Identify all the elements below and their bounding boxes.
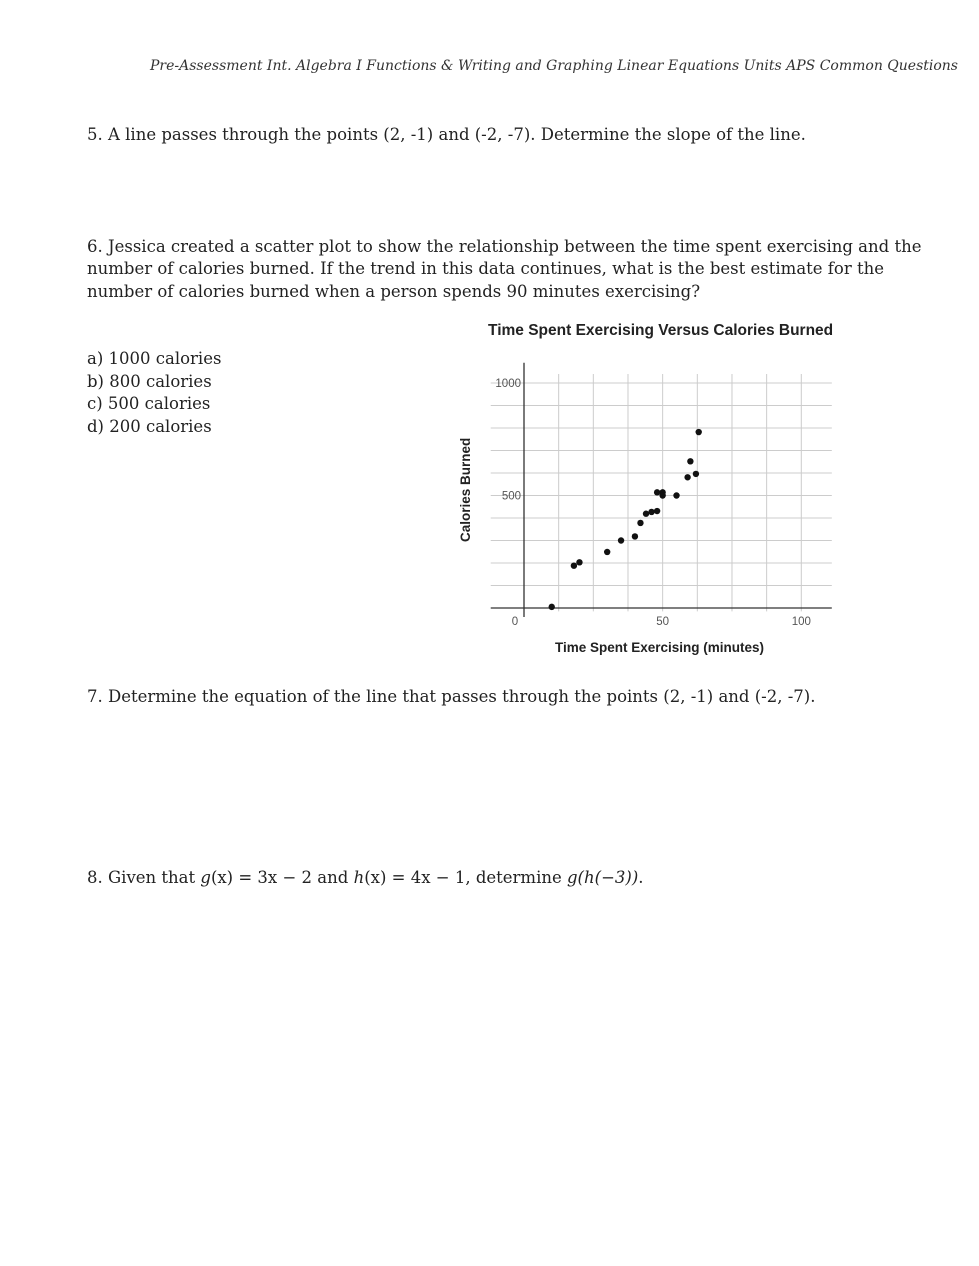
question-6-line-3: number of calories burned when a person spends 90 minutes exercising? [87,282,701,301]
data-point [648,509,654,515]
page-header: Pre-Assessment Int. Algebra I Functions & Writing and Graphing Linear Equations Units APS Common Questions [150,58,958,74]
data-point [654,508,660,514]
chart-title: Time Spent Exercising Versus Calories Burned [488,322,834,339]
data-point [687,458,693,464]
question-6-line-2: number of calories burned. If the trend in this data continues, what is the best estimate for the [87,259,884,278]
q8-expression: g(h(−3)) [567,868,639,887]
x-tick-label: 100 [791,616,811,628]
x-tick-label: 0 [511,616,519,628]
y-tick-label: 1000 [495,378,521,390]
q8-g: g [200,868,211,887]
data-point [604,549,610,555]
q8-g-def: (x) = 3x − 2 and [210,868,354,887]
chart-points [549,429,702,610]
data-point [571,563,577,569]
q8-end: . [638,868,644,887]
data-point [693,471,699,477]
option-c: c) 500 calories [87,394,211,413]
q8-h: h [353,868,365,887]
data-point [549,604,555,610]
data-point [695,429,701,435]
data-point [637,520,643,526]
q8-h-def: (x) = 4x − 1, determine [364,868,567,887]
question-8 [87,867,644,890]
data-point [576,559,582,565]
chart-ticks [495,378,810,628]
q8-prefix: 8. Given that [87,868,201,887]
data-point [659,492,665,498]
question-7: 7. Determine the equation of the line that passes through the points (2, -1) and (-2, -7). [87,687,816,706]
option-d: d) 200 calories [87,417,212,436]
x-tick-label: 50 [656,616,670,628]
x-axis-label: Time Spent Exercising (minutes) [555,640,765,655]
data-point [643,511,649,517]
data-point [654,489,660,495]
data-point [618,537,624,543]
question-5: 5. A line passes through the points (2, -1) and (-2, -7). Determine the slope of the line. [87,125,806,144]
option-b: b) 800 calories [87,372,212,391]
scatter-chart [450,310,850,660]
data-point [684,474,690,480]
option-a: a) 1000 calories [87,349,222,368]
data-point [632,533,638,539]
y-tick-label: 500 [501,490,521,503]
y-axis-label: Calories Burned [458,437,473,542]
question-6-line-1: 6. Jessica created a scatter plot to show the relationship between the time spent exercising and the [87,237,922,256]
data-point [673,492,679,498]
